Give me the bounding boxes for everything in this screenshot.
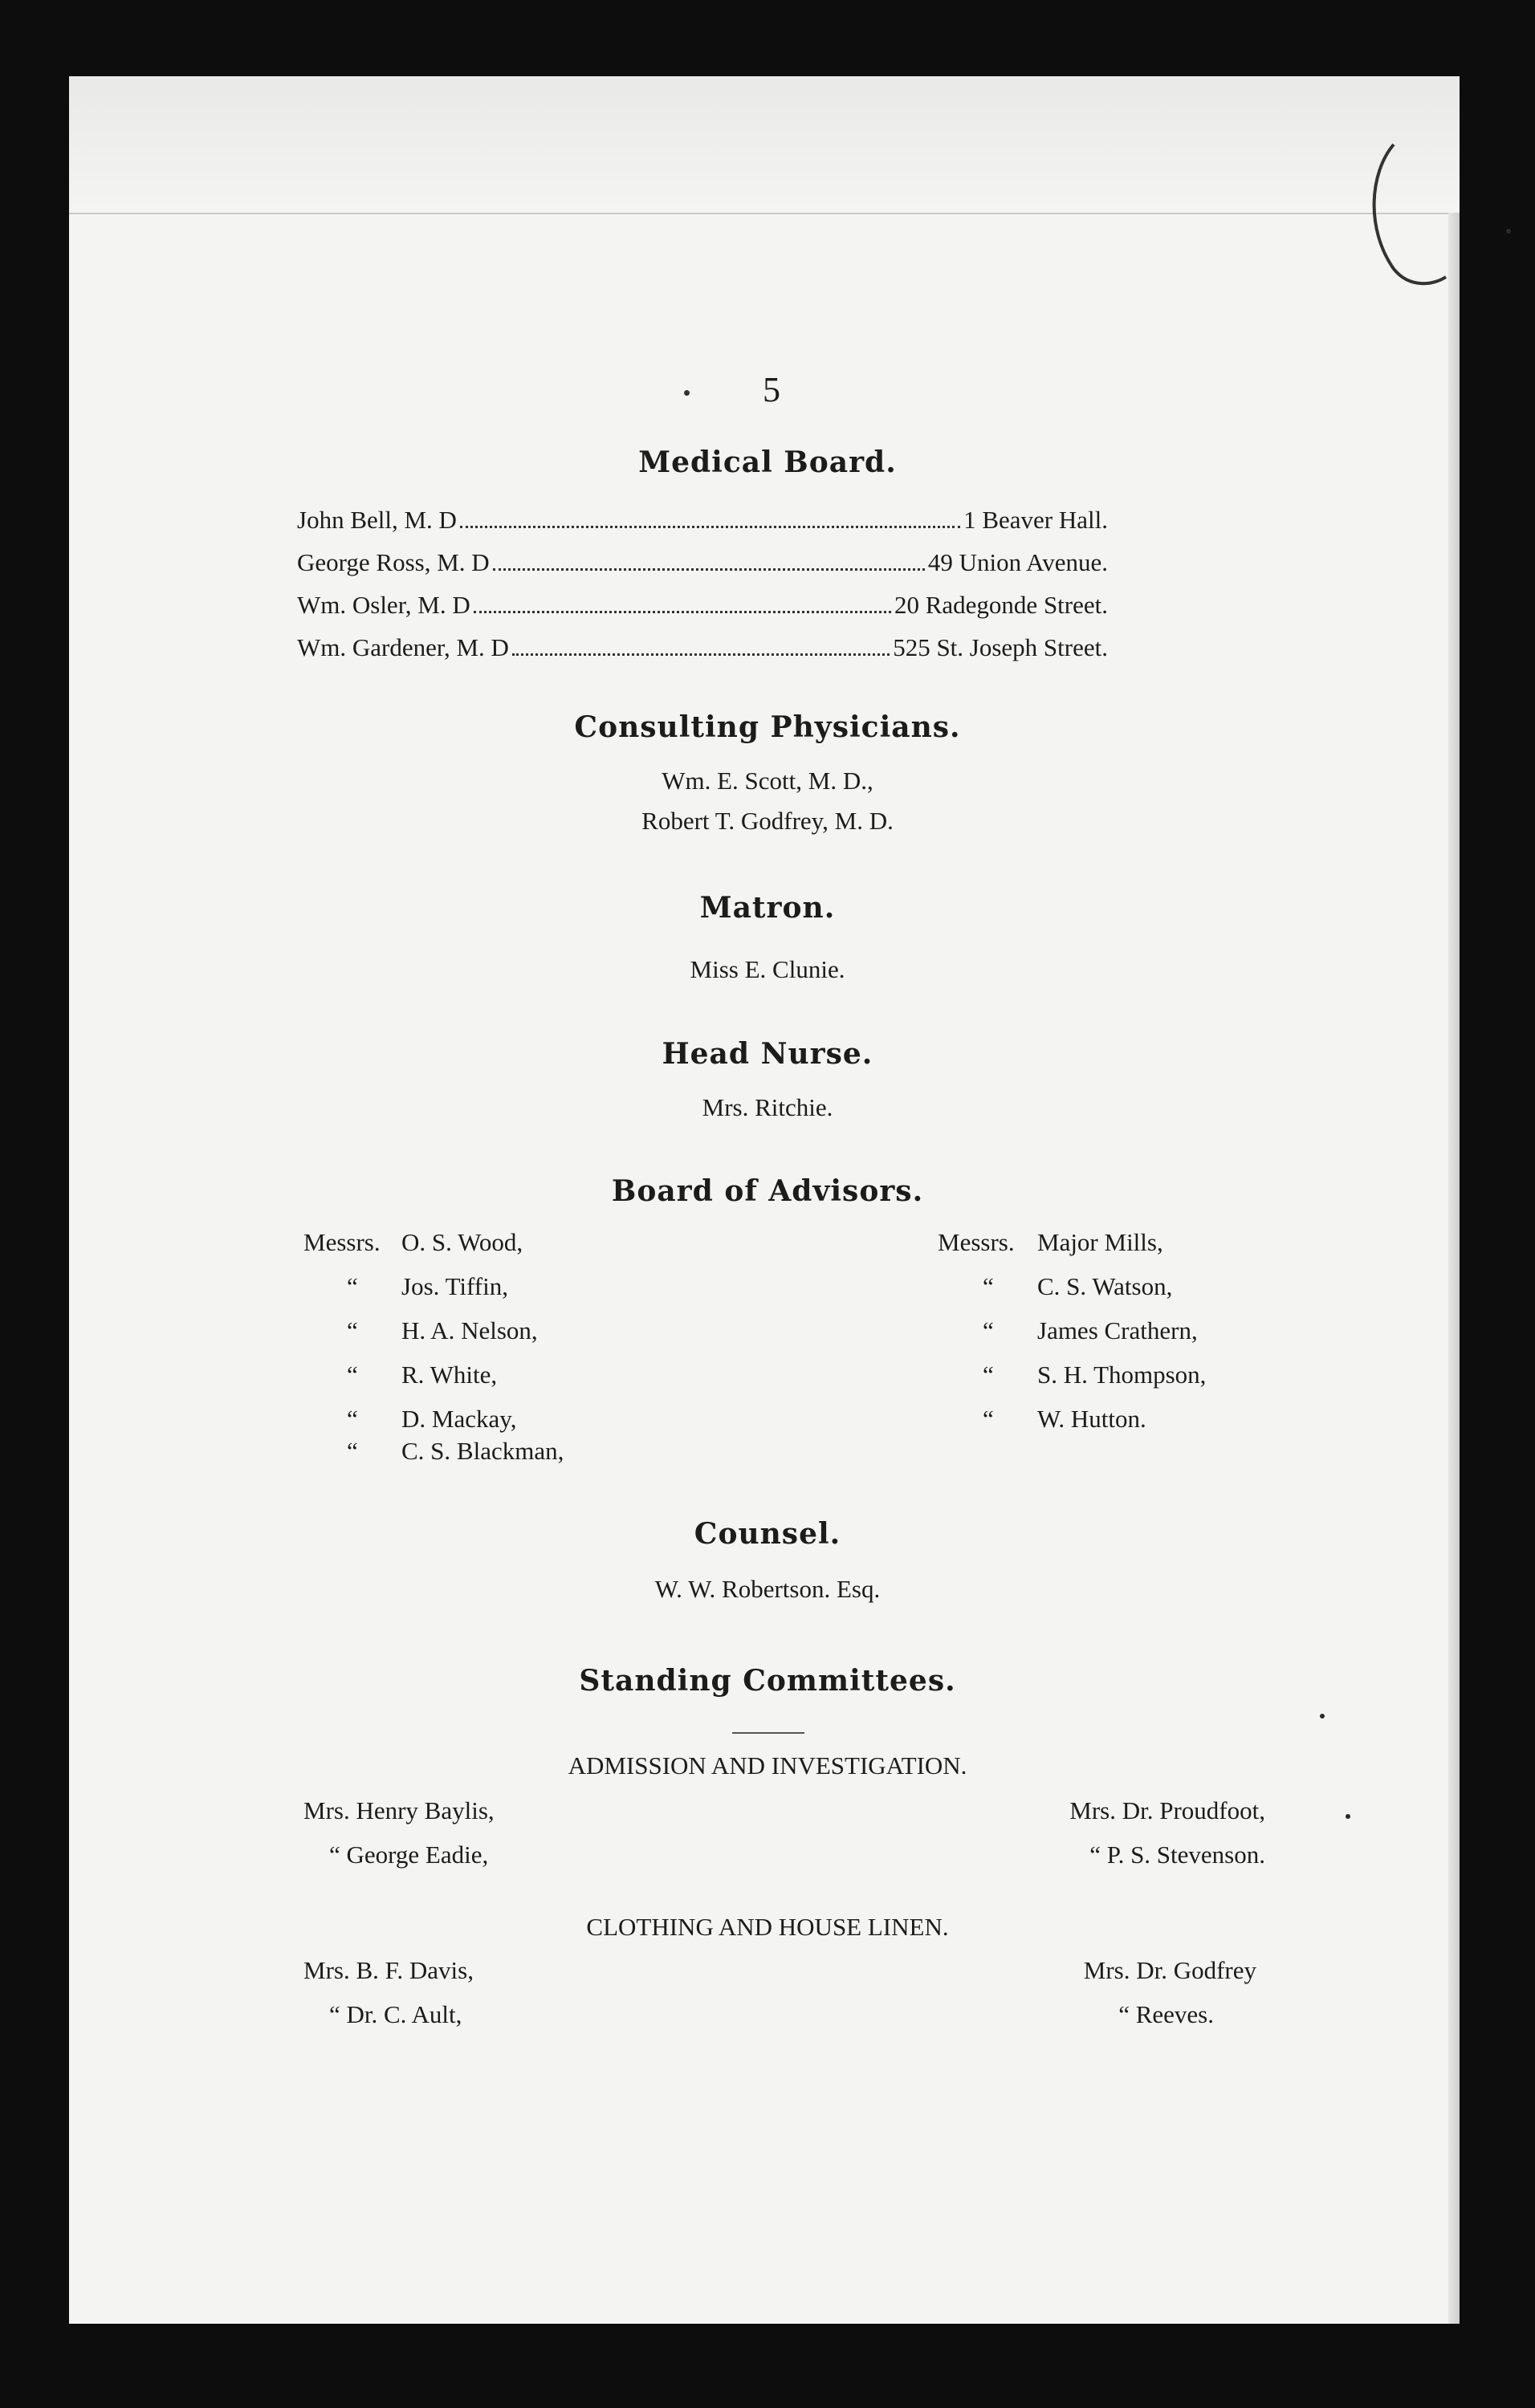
committee-member: Mrs. Dr. Godfrey [1083,1956,1256,1984]
speck [1346,1814,1350,1819]
advisor-name: O. S. Wood, [401,1228,523,1256]
consulting-name: Wm. E. Scott, M. D., [662,767,873,795]
dot [684,390,690,396]
board-name: John Bell, M. D [297,506,457,534]
medical-board-row [297,633,1108,662]
committee-member: “ P. S. Stevenson. [1089,1841,1265,1869]
committee-member: Mrs. B. F. Davis, [303,1956,474,1984]
ditto-mark: “ [983,1361,994,1389]
board-address: 20 Radegonde Street. [894,591,1108,619]
board-name: Wm. Osler, M. D [297,591,470,619]
speck [1320,1714,1325,1719]
advisor-name: D. Mackay, [401,1405,517,1433]
committee-member: Mrs. Dr. Proudfoot, [1069,1796,1265,1824]
medical-board-row [297,591,1108,620]
ditto-mark: “ [347,1316,358,1344]
advisor-name: Major Mills, [1037,1228,1163,1256]
committee-member: Mrs. Henry Baylis, [303,1796,495,1824]
medical-board-row [297,506,1108,535]
matron-name: Miss E. Clunie. [690,955,845,983]
ditto-mark: “ [347,1405,358,1433]
dot-leader [493,568,925,571]
consulting-heading: Consulting Physicians. [574,710,961,744]
advisors-heading: Board of Advisors. [611,1174,924,1208]
board-address: 525 St. Joseph Street. [893,633,1108,661]
advisor-name: James Crathern, [1037,1316,1198,1344]
ditto-mark: “ [347,1272,358,1300]
ditto-mark: “ [347,1437,358,1465]
dot-leader [460,526,960,528]
advisor-name: C. S. Blackman, [401,1437,564,1465]
head-nurse-heading: Head Nurse. [662,1037,873,1071]
advisor-name: H. A. Nelson, [401,1316,538,1344]
committee-member: “ George Eadie, [329,1841,489,1869]
medical-board-row [297,548,1108,577]
matron-heading: Matron. [699,891,836,925]
advisor-prefix: Messrs. [938,1228,1015,1256]
medical-board-heading: Medical Board. [638,445,897,479]
head-nurse-name: Mrs. Ritchie. [702,1093,833,1121]
board-address: 1 Beaver Hall. [963,506,1108,534]
consulting-name: Robert T. Godfrey, M. D. [641,807,894,835]
advisor-name: W. Hutton. [1037,1405,1146,1433]
advisor-name: Jos. Tiffin, [401,1272,508,1300]
counsel-heading: Counsel. [694,1517,841,1551]
page-side-edge [1448,213,1460,2324]
advisor-prefix: Messrs. [303,1228,381,1256]
ditto-mark: “ [347,1361,358,1389]
page-number: 5 [763,370,780,409]
committee-member: “ Dr. C. Ault, [329,2000,462,2028]
advisor-name: R. White, [401,1361,498,1389]
counsel-name: W. W. Robertson. Esq. [654,1575,881,1603]
page-top-fold [69,76,1460,214]
speck [1506,229,1511,234]
board-address: 49 Union Avenue. [927,548,1108,576]
dot-leader [512,653,890,656]
pencil-mark [1362,140,1450,293]
ditto-mark: “ [983,1405,994,1433]
committees-heading: Standing Committees. [579,1664,956,1698]
divider-rule [732,1732,804,1734]
ditto-mark: “ [983,1272,994,1300]
dot-leader [474,611,891,613]
advisor-name: C. S. Watson, [1037,1272,1173,1300]
board-name: George Ross, M. D [297,548,490,576]
committee-title: CLOTHING AND HOUSE LINEN. [586,1913,949,1941]
board-name: Wm. Gardener, M. D [297,633,509,661]
advisor-name: S. H. Thompson, [1037,1361,1207,1389]
ditto-mark: “ [983,1316,994,1344]
committee-title: ADMISSION AND INVESTIGATION. [568,1751,967,1780]
committee-member: “ Reeves. [1118,2000,1214,2028]
